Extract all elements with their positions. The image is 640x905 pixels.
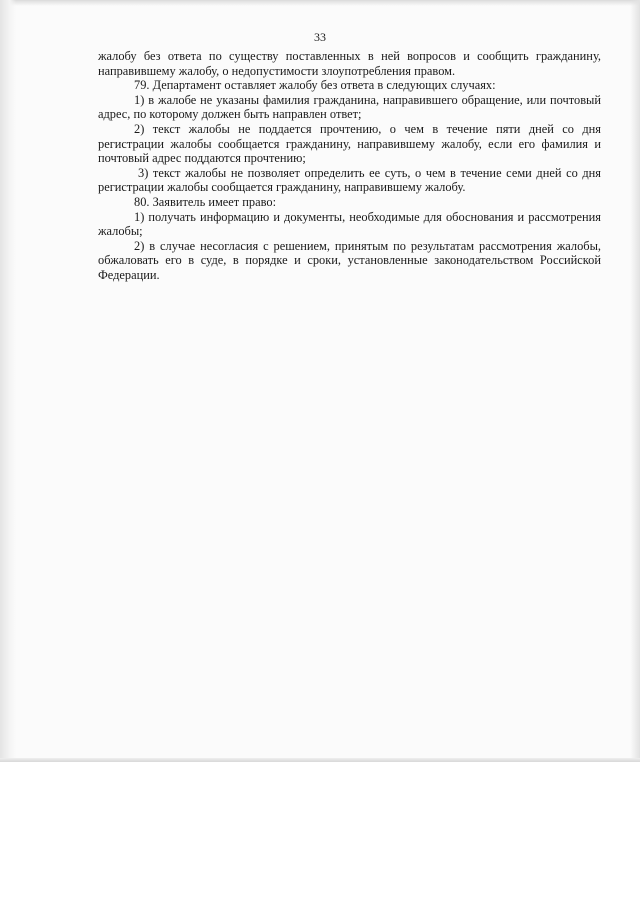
scan-shadow-right (630, 0, 640, 762)
scan-shadow-left (0, 0, 16, 762)
paragraph-continuation: жалобу без ответа по существу поставленных в ней вопросов и сообщить гражданину, направившему жалобу, о недопустимости злоупотребления правом. (98, 49, 601, 78)
paragraph-item-80: 80. Заявитель имеет право: (134, 194, 277, 209)
page-number: 33 (314, 30, 326, 44)
paragraph-item-79-3: 3) текст жалобы не позволяет определить ее суть, о чем в течение семи дней со дня регистрации жалобы сообщается гражданину, направившему жалобу. (98, 165, 601, 195)
paragraph-item-79: 79. Департамент оставляет жалобу без ответа в следующих случаях: (134, 78, 496, 93)
scan-bottom-edge (0, 758, 640, 762)
paragraph-item-80-1: 1) получать информацию и документы, необходимые для обоснования и рассмотрения жалобы; (98, 209, 601, 239)
paragraph-item-79-2: 2) текст жалобы не поддается прочтению, о чем в течение пяти дней со дня регистрации жалобы сообщается гражданину, направившему жалобу, если его фамилия и почтовый адрес поддаются прочтению; (98, 121, 601, 166)
paragraph-item-80-2: 2) в случае несогласия с решением, принятым по результатам рассмотрения жалобы, обжаловать его в суде, в порядке и сроки, установленные законодательством Российской Федерации. (98, 238, 601, 282)
paragraph-item-79-1: 1) в жалобе не указаны фамилия гражданина, направившего обращение, или почтовый адрес, по которому должен быть направлен ответ; (98, 92, 601, 122)
document-body (98, 49, 601, 283)
scan-shadow-top (0, 0, 640, 6)
